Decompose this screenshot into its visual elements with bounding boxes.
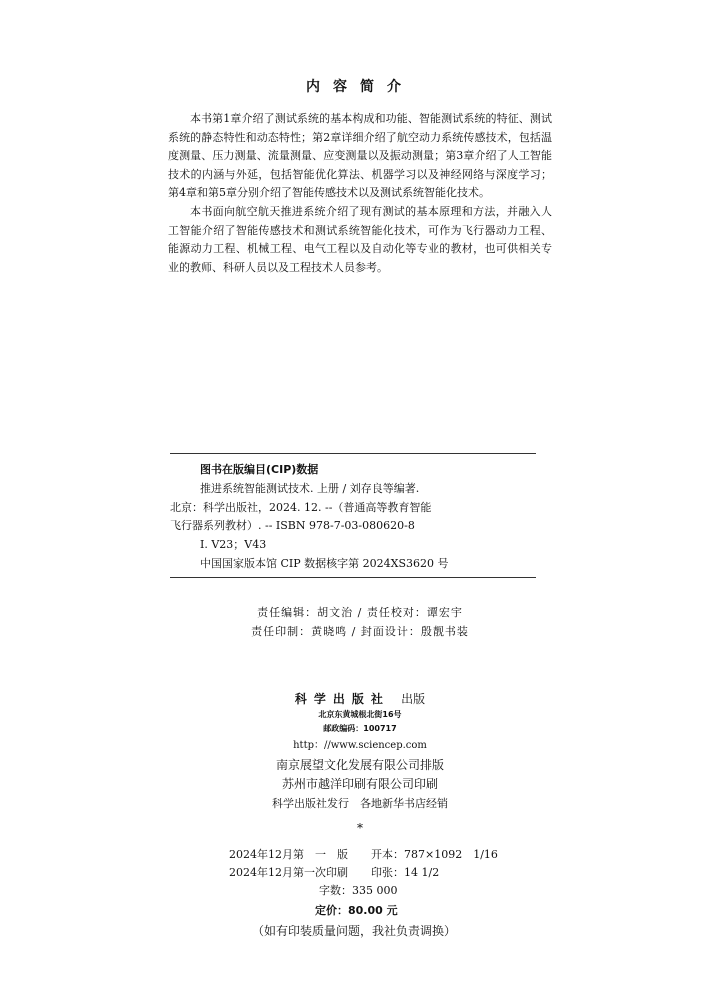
spec-edition: 2024年12月第 一 版 bbox=[229, 848, 348, 861]
spec-printing: 2024年12月第一次印刷 bbox=[229, 866, 348, 879]
summary-text bbox=[168, 110, 552, 277]
summary-paragraph-2: 本书面向航空航天推进系统介绍了现有测试的基本原理和方法，并融入人工智能介绍了智能传感技术和测试系统智能化技术，可作为飞行器动力工程、能源动力工程、机械工程、电气工程以及自动化等专业的教材，也可供相关专业的教师、科研人员以及工程技术人员参考。 bbox=[168, 204, 552, 274]
summary-paragraph-1: 本书第1章介绍了测试系统的基本构成和功能、智能测试系统的特征、测试系统的静态特性和动态特性；第2章详细介绍了航空动力系统传感技术，包括温度测量、压力测量、流量测量、应变测量以及振动测量；第3章介绍了人工智能技术的内涵与外延，包括智能优化算法、机器学习以及神经网络与深度学习；第4章和第5章分别介绍了智能传感技术以及测试系统智能化技术。 bbox=[168, 112, 552, 200]
publisher-name-line bbox=[0, 690, 720, 708]
spec-words: 字数：335 000 bbox=[319, 884, 398, 897]
publisher-block bbox=[0, 690, 720, 837]
publisher-address: 北京东黄城根北街16号 bbox=[318, 710, 402, 719]
spec-format: 开本：787×1092 1/16 bbox=[371, 848, 498, 861]
publisher-suffix: 出版 bbox=[401, 692, 426, 706]
spec-price: 定价：80.00 元 bbox=[315, 904, 398, 917]
cip-block bbox=[170, 461, 536, 574]
publisher-website: http：//www.sciencep.com bbox=[293, 740, 427, 751]
cip-top-rule bbox=[170, 453, 536, 454]
credits-editors: 责任编辑：胡文治 / 责任校对：谭宏宇 bbox=[257, 606, 463, 619]
publisher-name: 科学出版社 bbox=[294, 692, 390, 706]
credits-block bbox=[0, 603, 720, 641]
cip-line-5: 中国国家版本馆 CIP 数据核字第 2024XS3620 号 bbox=[200, 556, 449, 570]
distribution: 科学出版社发行 各地新华书店经销 bbox=[272, 797, 448, 810]
divider-star: * bbox=[357, 821, 363, 835]
cip-line-2: 北京：科学出版社，2024. 12. --（普通高等教育智能 bbox=[170, 500, 432, 514]
typesetter: 南京展望文化发展有限公司排版 bbox=[275, 758, 444, 772]
spec-sheets: 印张：14 1/2 bbox=[371, 866, 440, 879]
section-title: 内容简介 bbox=[306, 79, 414, 95]
cip-line-3: 飞行器系列教材）. -- ISBN 978-7-03-080620-8 bbox=[170, 519, 415, 533]
cip-line-1: 推进系统智能测试技术. 上册 / 刘存良等编著. bbox=[200, 481, 420, 495]
printer: 苏州市越洋印刷有限公司印刷 bbox=[281, 777, 438, 791]
cip-bottom-rule bbox=[170, 577, 536, 578]
cip-line-4: Ⅰ. V23；V43 bbox=[200, 538, 267, 552]
spec-notice: （如有印装质量问题，我社负责调换） bbox=[252, 924, 457, 938]
credits-production: 责任印制：黄晓鸣 / 封面设计：殷靓书装 bbox=[251, 625, 469, 638]
publisher-postcode: 邮政编码：100717 bbox=[323, 724, 397, 733]
cip-heading: 图书在版编目(CIP)数据 bbox=[200, 463, 319, 476]
